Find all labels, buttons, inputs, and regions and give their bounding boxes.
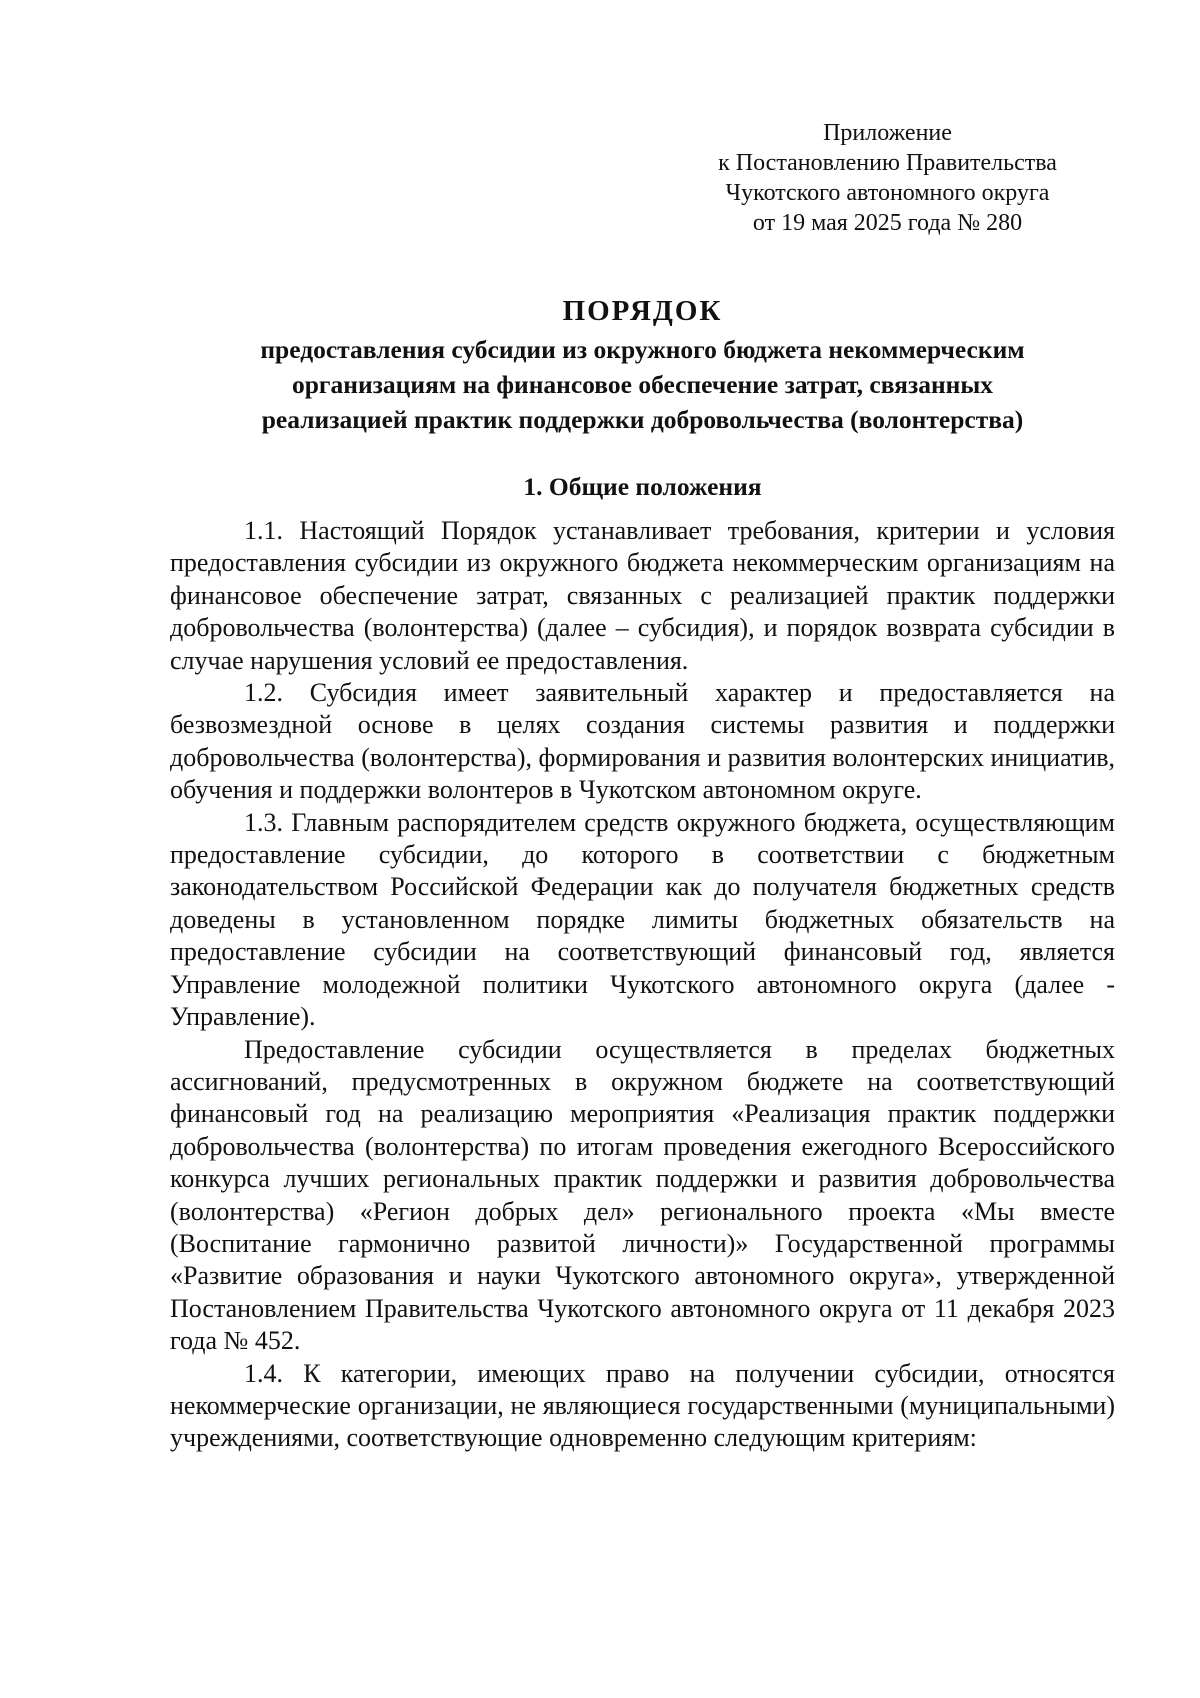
subtitle-line-2: организациям на финансовое обеспечение затрат, связанных [292, 370, 993, 399]
subtitle-line-3: реализацией практик поддержки добровольчества (волонтерства) [261, 405, 1024, 434]
paragraph-1-4: 1.4. К категории, имеющих право на получении субсидии, относятся некоммерческие организации, не являющиеся государственными (муниципальными) учреждениями, соответствующие одновременно следующим критериям: [170, 1358, 1115, 1453]
document-subtitle [170, 332, 1115, 437]
paragraph-1-1: 1.1. Настоящий Порядок устанавливает требования, критерии и условия предоставления субсидии из окружного бюджета некоммерческим организациям на финансовое обеспечение затрат, связанных с реализацией практик поддержки добровольчества (волонтерства) (далее – субсидия), и порядок возврата субсидии в случае нарушения условий ее предоставления. [170, 516, 1115, 675]
appendix-line-3: Чукотского автономного округа [725, 180, 1050, 206]
paragraph-1-2: 1.2. Субсидия имеет заявительный характер и предоставляется на безвозмездной основе в целях создания системы развития и поддержки добровольчества (волонтерства), формирования и развития волонтерских инициатив, обучения и поддержки волонтеров в Чукотском автономном округе. [170, 678, 1115, 805]
section-heading: 1. Общие положения [523, 472, 762, 501]
document-body [170, 515, 1115, 1455]
appendix-line-2: к Постановлению Правительства [718, 150, 1057, 176]
document-title: ПОРЯДОК [562, 295, 723, 327]
paragraph-1-3-continued: Предоставление субсидии осуществляется в пределах бюджетных ассигнований, предусмотренных в окружном бюджете на соответствующий финансовый год на реализацию мероприятия «Реализация практик поддержки добровольчества (волонтерства) по итогам проведения ежегодного Всероссийского конкурса лучших региональных практик поддержки и развития добровольчества (волонтерства) «Регион добрых дел» регионального проекта «Мы вместе (Воспитание гармонично развитой личности)» Государственной программы «Развитие образования и науки Чукотского автономного округа», утвержденной Постановлением Правительства Чукотского автономного округа от 11 декабря 2023 года № 452. [170, 1034, 1115, 1356]
paragraph-1-3: 1.3. Главным распорядителем средств окружного бюджета, осуществляющим предоставление субсидии, до которого в соответствии с бюджетным законодательством Российской Федерации как до получателя бюджетных средств доведены в установленном порядке лимиты бюджетных обязательств на предоставление субсидии на соответствующий финансовый год, является Управление молодежной политики Чукотского автономного округа (далее - Управление). [170, 807, 1115, 1032]
appendix-line-4: от 19 мая 2025 года № 280 [752, 210, 1023, 236]
appendix-line-1: Приложение [823, 120, 952, 146]
appendix-block [690, 118, 1085, 238]
subtitle-line-1: предоставления субсидии из окружного бюджета некоммерческим [260, 335, 1025, 364]
